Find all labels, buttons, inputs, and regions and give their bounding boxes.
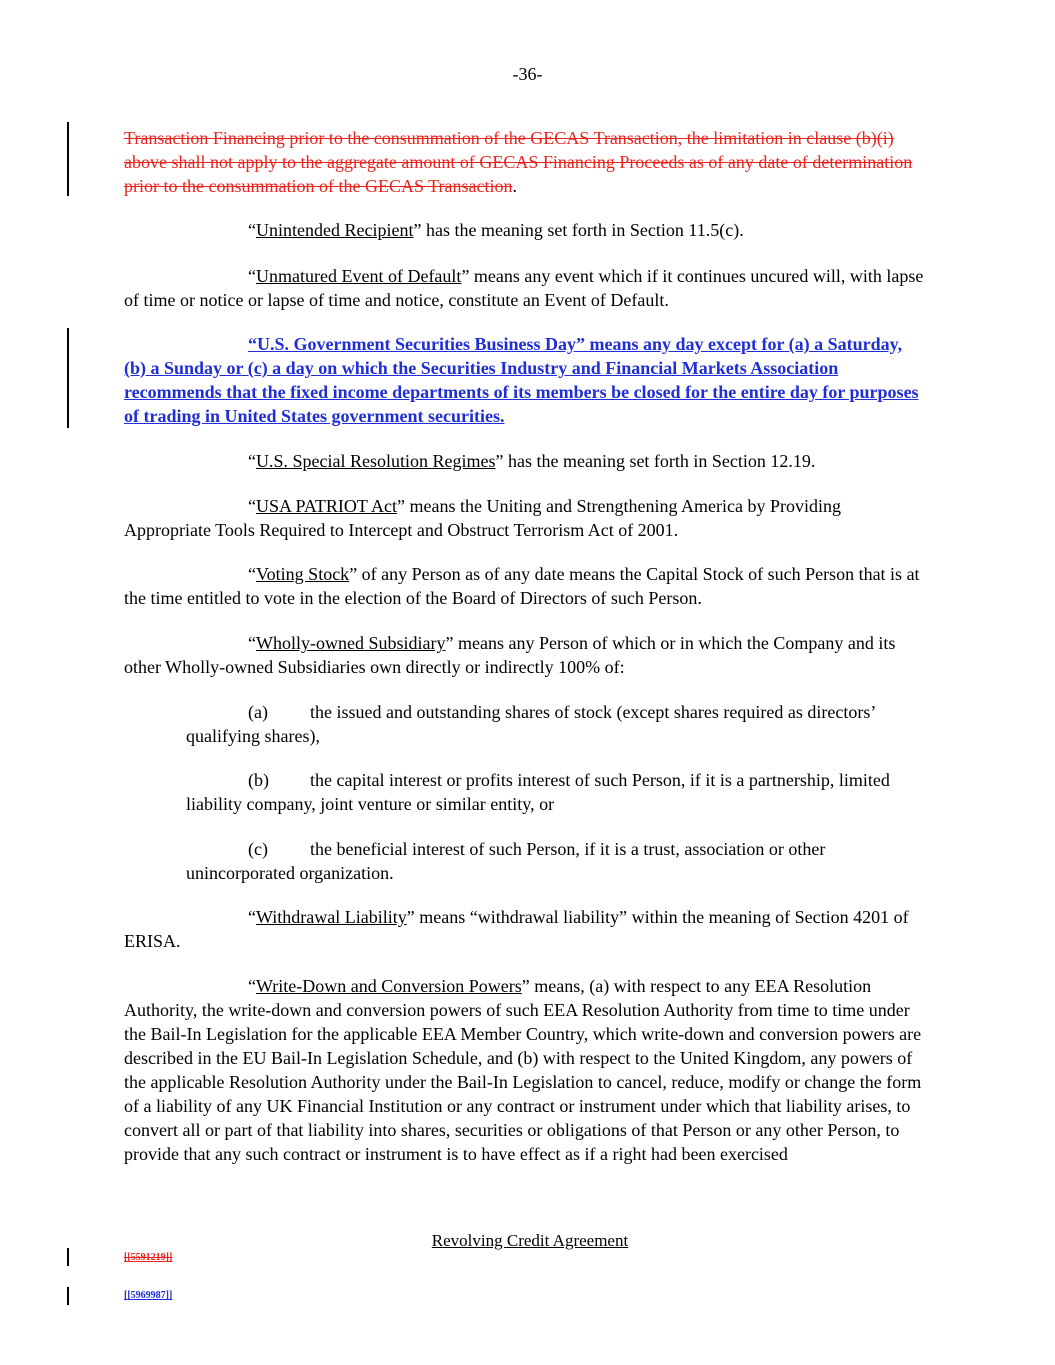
defined-term: Unintended Recipient (256, 220, 414, 240)
inserted-document-id: [[5969987]] (124, 1290, 173, 1301)
definition-unmatured-event-of-default: “Unmatured Event of Default” means any event which if it continues uncured will, with lapse of time or notice or lapse of time and notice, constitute an Event of Default. (124, 266, 924, 310)
change-bar (67, 1248, 69, 1266)
defined-term: Voting Stock (256, 564, 350, 584)
defined-term: Write-Down and Conversion Powers (256, 976, 522, 996)
page-number: -36- (512, 64, 543, 84)
change-bar (67, 122, 69, 196)
list-item: (b) the capital interest or profits interest of such Person, if it is a partnership, limited liability company, joint venture or similar entity, or (186, 770, 890, 814)
change-bar (67, 1287, 69, 1305)
definition-withdrawal-liability: “Withdrawal Liability” means “withdrawal liability” within the meaning of Section 4201 of ERISA. (124, 907, 909, 951)
definition-us-government-securities-business-day (124, 332, 924, 428)
deleted-continuation-paragraph: Transaction Financing prior to the consummation of the GECAS Transaction, the limitation in clause (b)(i) above shall not apply to the aggregate amount of GECAS Financing Proceeds as of any date of determination prior to the consummation of the GECAS Transaction. (124, 128, 913, 196)
deleted-text: Transaction Financing prior to the consummation of the GECAS Transaction, the limitation in clause (b)(i) above shall not apply to the aggregate amount of GECAS Financing Proceeds as of any date of determination prior to the consummation of the GECAS Transaction (124, 128, 913, 196)
definition-wholly-owned-subsidiary: “Wholly-owned Subsidiary” means any Person of which or in which the Company and its other Wholly-owned Subsidiaries own directly or indirectly 100% of: (124, 633, 896, 677)
defined-term: U.S. Special Resolution Regimes (256, 451, 496, 471)
defined-term: Withdrawal Liability (256, 907, 407, 927)
change-bar (67, 328, 69, 428)
definition-unintended-recipient: “Unintended Recipient” has the meaning set forth in Section 11.5(c). (248, 220, 744, 240)
deleted-document-id: [[5591219]] (124, 1252, 173, 1263)
definition-write-down-and-conversion-powers: “Write-Down and Conversion Powers” means, (a) with respect to any EEA Resolution Authority, the write-down and conversion powers of such EEA Resolution Authority from time to time under the Bail-In Legislation for the applicable EEA Member Country, which write-down and conversion powers are described in the EU Bail-In Legislation Schedule, and (b) with respect to the United Kingdom, any powers of the applicable Resolution Authority under the Bail-In Legislation to cancel, reduce, modify or change the form of a liability of any UK Financial Institution or any contract or instrument under which that liability arises, to convert all or part of that liability into shares, securities or obligations of that Person or any other Person, to provide that any such contract or instrument is to have effect as if a right had been exercised (124, 976, 922, 1164)
footer-document-title: Revolving Credit Agreement (431, 1231, 629, 1250)
definition-usa-patriot-act: “USA PATRIOT Act” means the Uniting and Strengthening America by Providing Appropriate Tools Required to Intercept and Obstruct Terrorism Act of 2001. (124, 496, 841, 540)
definition-us-special-resolution-regimes: “U.S. Special Resolution Regimes” has the meaning set forth in Section 12.19. (248, 451, 816, 471)
defined-term: Wholly-owned Subsidiary (256, 633, 446, 653)
defined-term: Unmatured Event of Default (256, 266, 462, 286)
definition-voting-stock: “Voting Stock” of any Person as of any date means the Capital Stock of such Person that is at the time entitled to vote in the election of the Board of Directors of such Person. (124, 564, 920, 608)
list-item: (c) the beneficial interest of such Person, if it is a trust, association or other unincorporated organization. (186, 839, 826, 883)
defined-term: USA PATRIOT Act (256, 496, 398, 516)
list-item: (a) the issued and outstanding shares of stock (except shares required as directors’ qualifying shares), (186, 702, 875, 746)
inserted-text: “U.S. Government Securities Business Day” means any day except for (a) a Saturday, (b) a Sunday or (c) a day on which the Securities Industry and Financial Markets Association recommends that the fixed income departments of its members be closed for the entire day for purposes of trading in United States government securities. (124, 334, 919, 426)
